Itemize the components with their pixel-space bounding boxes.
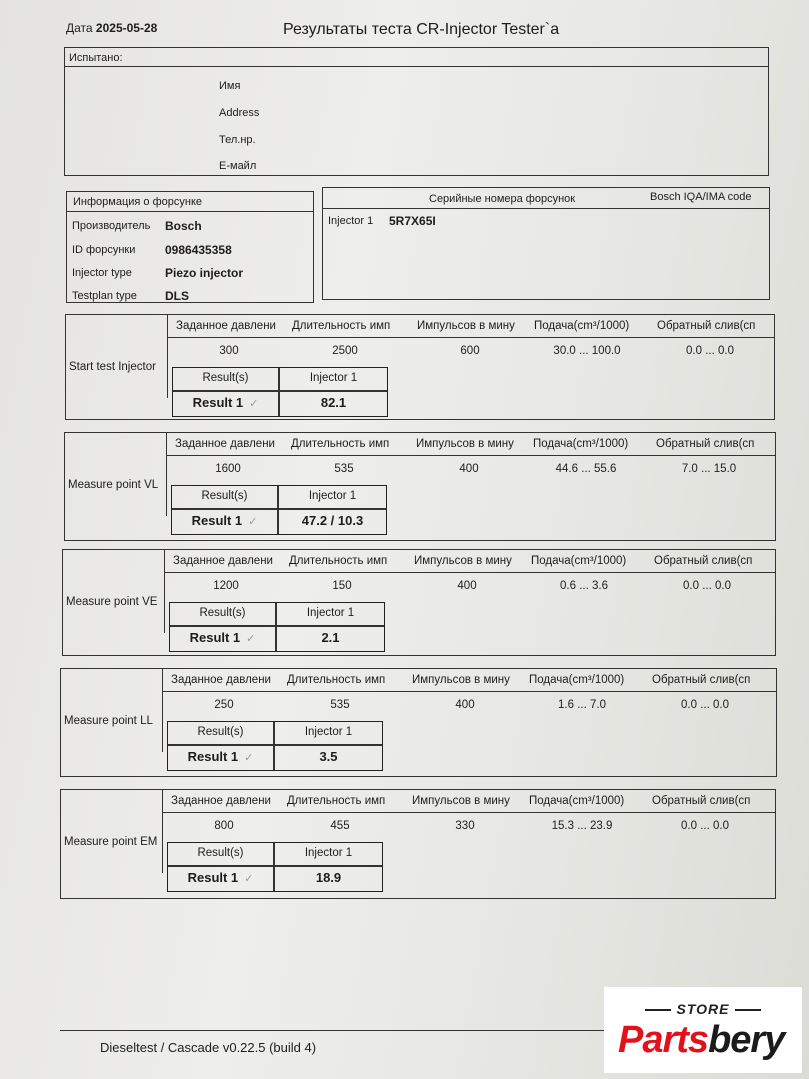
test-value: 0.0 ... 0.0 [681,820,729,832]
result-row-text: Result 1 [187,749,239,764]
result-row-text: Result 1 [191,513,243,528]
test-value: 600 [460,345,480,357]
divider [173,390,387,392]
divider [162,669,163,752]
check-icon: ✓ [248,516,258,528]
check-icon: ✓ [244,873,254,885]
column-header: Обратный слив(сп [656,438,755,450]
result-injector-header: Injector 1 [304,726,353,738]
result-row-label [168,870,273,885]
date-label: Дата [66,21,93,35]
column-header: Длительность имп [287,674,386,686]
result-row-text: Result 1 [187,870,239,885]
report-date [66,21,157,35]
tested-address-label: Address [219,107,260,119]
injector-info-section [66,191,314,303]
injector-id-label: ID форсунки [72,244,136,256]
column-header: Импульсов в мину [414,555,512,567]
test-value: 300 [219,345,239,357]
test-value: 250 [214,699,234,711]
test-value: 15.3 ... 23.9 [551,820,613,832]
divider [162,812,775,813]
serial-numbers-section [322,187,770,300]
column-header: Заданное давлени [175,438,275,450]
column-header: Заданное давлени [176,320,276,332]
result-box [171,485,387,535]
test-value: 535 [330,699,350,711]
logo-brand-text [618,1019,784,1062]
result-row-label [170,630,275,645]
test-value: 0.0 ... 0.0 [683,580,731,592]
injector-type-label: Injector type [72,267,132,279]
logo-brand-part2: bery [708,1019,785,1061]
test-name: Measure point EM [64,836,158,848]
footer-divider [60,1030,620,1031]
testplan-type-label: Testplan type [72,290,137,302]
column-header: Импульсов в мину [412,674,510,686]
result-injector-header: Injector 1 [304,847,353,859]
divider [166,455,775,456]
tested-label: Испытано: [69,52,123,64]
result-row-text: Result 1 [192,395,244,410]
column-header: Подача(cm³/1000) [529,674,625,686]
column-header: Импульсов в мину [412,795,510,807]
result-row-label [168,749,273,764]
column-header: Обратный слив(сп [654,555,753,567]
test-value: 44.6 ... 55.6 [555,463,617,475]
test-value: 330 [455,820,475,832]
column-header: Длительность имп [292,320,391,332]
serial-injector-code: 5R7X65I [389,214,436,228]
result-row-label [173,395,278,410]
test-value: 455 [330,820,350,832]
check-icon: ✓ [246,633,256,645]
column-header: Длительность имп [287,795,386,807]
result-value: 18.9 [315,870,342,885]
injector-id-value: 0986435358 [165,243,232,257]
result-injector-header: Injector 1 [308,490,357,502]
test-name: Start test Injector [69,361,156,373]
test-section [65,314,775,420]
divider [164,572,775,573]
test-section [60,789,776,899]
test-value: 0.0 ... 0.0 [681,699,729,711]
test-value: 535 [334,463,354,475]
partsbery-logo [604,987,802,1073]
result-box [167,842,383,892]
results-header: Result(s) [202,372,249,384]
test-value: 1600 [215,463,241,475]
date-value: 2025-05-28 [95,21,158,35]
column-header: Обратный слив(сп [652,795,751,807]
result-row-label [172,513,277,528]
iqa-code-title: Bosch IQA/IMA code [650,191,752,203]
column-header: Заданное давлени [173,555,273,567]
check-icon: ✓ [244,752,254,764]
tested-phone-label: Тел.нр. [219,134,256,146]
results-header: Result(s) [197,847,244,859]
divider [162,790,163,873]
divider [67,211,313,212]
injector-info-title: Информация о форсунке [73,196,202,208]
test-value: 2500 [332,345,358,357]
test-section [62,549,776,656]
column-header: Длительность имп [291,438,390,450]
testplan-type-value: DLS [165,289,189,303]
test-value: 0.0 ... 0.0 [686,345,734,357]
report-title: Результаты теста CR-Injector Tester`a [283,21,560,38]
results-header: Result(s) [197,726,244,738]
divider [164,550,165,633]
divider [65,66,768,67]
manufacturer-label: Производитель [72,220,151,232]
logo-store-text: STORE [604,1001,802,1017]
result-value: 82.1 [320,395,347,410]
result-value: 2.1 [321,630,340,645]
test-section [64,432,776,541]
injector-type-value: Piezo injector [165,266,244,280]
manufacturer-value: Bosch [165,219,202,233]
test-value: 7.0 ... 15.0 [681,463,737,475]
result-box [172,367,388,417]
column-header: Импульсов в мину [417,320,515,332]
tested-section [64,47,769,176]
column-header: Импульсов в мину [416,438,514,450]
result-value: 3.5 [319,749,338,764]
logo-brand-part1: Parts [618,1019,709,1061]
result-box [167,721,383,771]
check-icon: ✓ [249,398,259,410]
divider [166,433,167,516]
column-header: Обратный слив(сп [657,320,756,332]
divider [167,315,168,398]
test-value: 1.6 ... 7.0 [558,699,606,711]
column-header: Заданное давлени [171,795,271,807]
column-header: Подача(cm³/1000) [529,795,625,807]
column-header: Обратный слив(сп [652,674,751,686]
test-value: 400 [459,463,479,475]
divider [172,508,386,510]
test-value: 1200 [213,580,239,592]
divider [167,337,774,338]
result-injector-header: Injector 1 [309,372,358,384]
test-value: 0.6 ... 3.6 [560,580,608,592]
column-header: Подача(cm³/1000) [534,320,630,332]
divider [323,208,769,209]
column-header: Подача(cm³/1000) [531,555,627,567]
serial-numbers-title: Серийные номера форсунок [429,193,576,205]
column-header: Длительность имп [289,555,388,567]
test-value: 150 [332,580,352,592]
test-value: 400 [455,699,475,711]
test-name: Measure point VE [66,596,158,608]
test-name: Measure point VL [68,479,159,491]
tested-email-label: E-майл [219,160,257,172]
column-header: Заданное давлени [171,674,271,686]
results-header: Result(s) [199,607,246,619]
results-header: Result(s) [201,490,248,502]
tested-name-label: Имя [219,80,241,92]
result-value: 47.2 / 10.3 [301,513,364,528]
serial-injector-label: Injector 1 [328,215,374,227]
divider [170,625,384,627]
test-name: Measure point LL [64,715,153,727]
divider [168,865,382,867]
test-value: 800 [214,820,234,832]
footer-text: Dieseltest / Cascade v0.22.5 (build 4) [100,1040,317,1055]
result-row-text: Result 1 [189,630,241,645]
test-value: 400 [457,580,477,592]
test-section [60,668,777,777]
result-box [169,602,385,652]
result-injector-header: Injector 1 [306,607,355,619]
divider [162,691,776,692]
divider [168,744,382,746]
column-header: Подача(cm³/1000) [533,438,629,450]
test-value: 30.0 ... 100.0 [553,345,621,357]
